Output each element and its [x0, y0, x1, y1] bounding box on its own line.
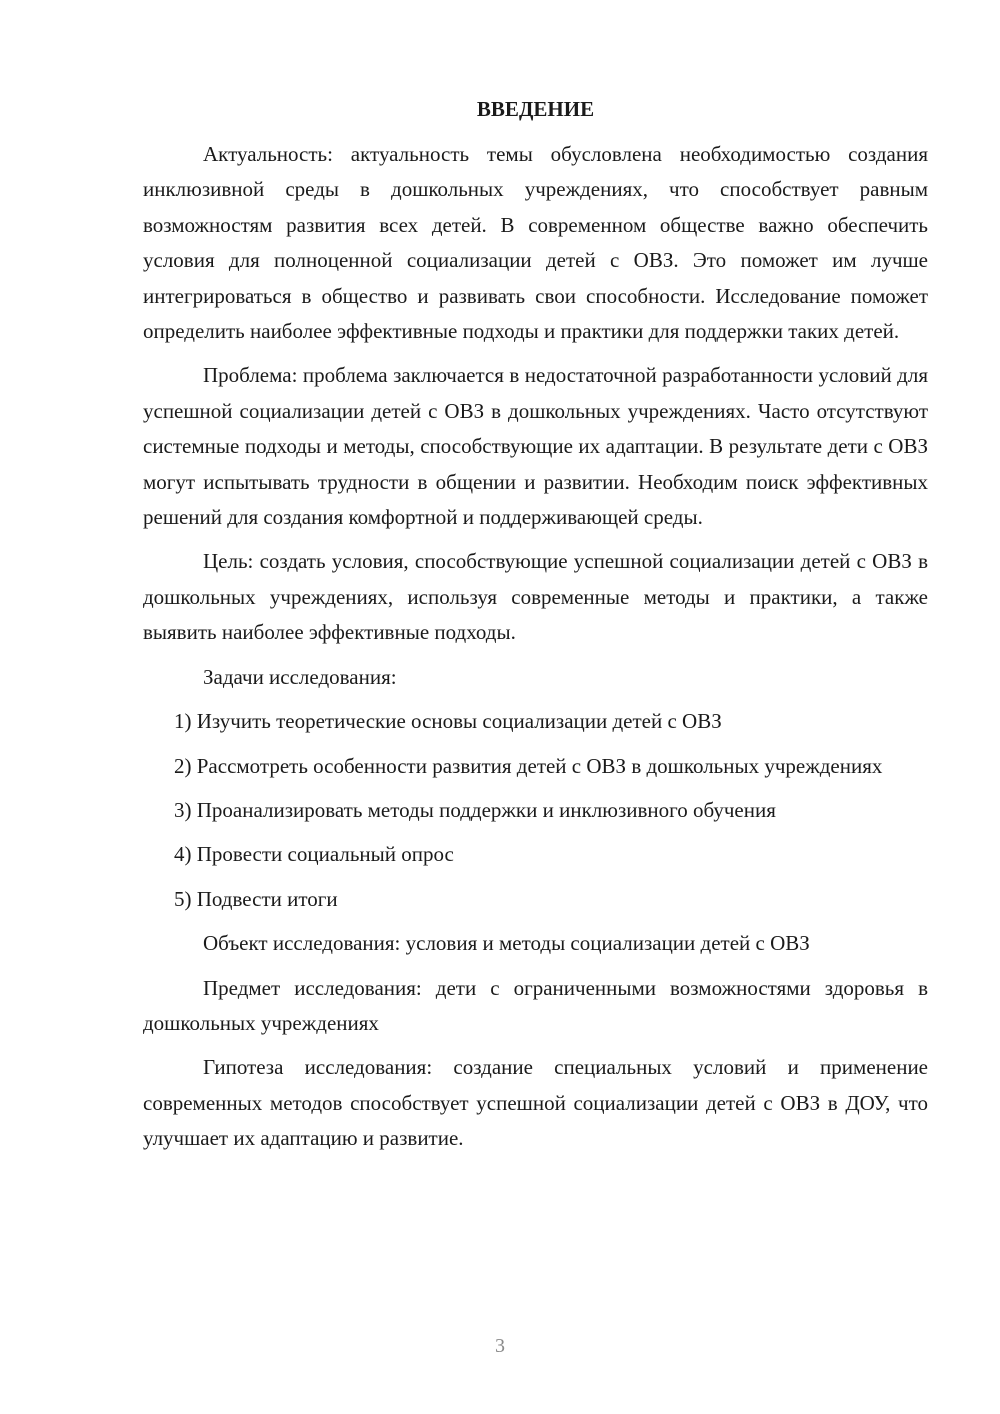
paragraph-subject: Предмет исследования: дети с ограниченными возможностями здоровья в дошкольных учреждениях — [143, 975, 928, 1035]
paragraph-problem: Проблема: проблема заключается в недостаточной разработанности условий для успешной социализации детей с ОВЗ в дошкольных учреждениях. Часто отсутствуют системные подходы и методы, способствующие их адаптации. В результате дети с ОВЗ могут испытывать трудности в общении и развитии. Необходим поиск эффективных решений для создания комфортной и поддерживающей среды. — [143, 363, 928, 530]
paragraph-relevance: Актуальность: актуальность темы обусловлена необходимостью создания инклюзивной среды в дошкольных учреждениях, что способствует равным возможностям развития всех детей. В современном обществе важно обеспечить условия для полноценной социализации детей с ОВЗ. Это поможет им лучше интегрироваться в общество и развивать свои способности. Исследование поможет определить наиболее эффективные подходы и практики для поддержки таких детей. — [143, 142, 928, 344]
page-number: 3 — [495, 1335, 505, 1357]
task-item-5: 5) Подвести итоги — [174, 886, 338, 911]
paragraph-goal: Цель: создать условия, способствующие успешной социализации детей с ОВЗ в дошкольных учреждениях, используя современные методы и практики, а также выявить наиболее эффективные подходы. — [143, 549, 928, 645]
task-item-2: 2) Рассмотреть особенности развития детей с ОВЗ в дошкольных учреждениях — [174, 753, 883, 778]
section-title: ВВЕДЕНИЕ — [476, 97, 595, 121]
paragraph-object: Объект исследования: условия и методы социализации детей с ОВЗ — [203, 931, 810, 956]
paragraph-hypothesis: Гипотеза исследования: создание специальных условий и применение современных методов способствует успешной социализации детей с ОВЗ в ДОУ, что улучшает их адаптацию и развитие. — [143, 1055, 928, 1151]
document-page — [143, 92, 928, 1166]
tasks-heading: Задачи исследования: — [203, 664, 397, 689]
task-item-3: 3) Проанализировать методы поддержки и инклюзивного обучения — [174, 797, 776, 822]
task-item-1: 1) Изучить теоретические основы социализации детей с ОВЗ — [174, 709, 722, 734]
task-item-4: 4) Провести социальный опрос — [174, 842, 454, 867]
